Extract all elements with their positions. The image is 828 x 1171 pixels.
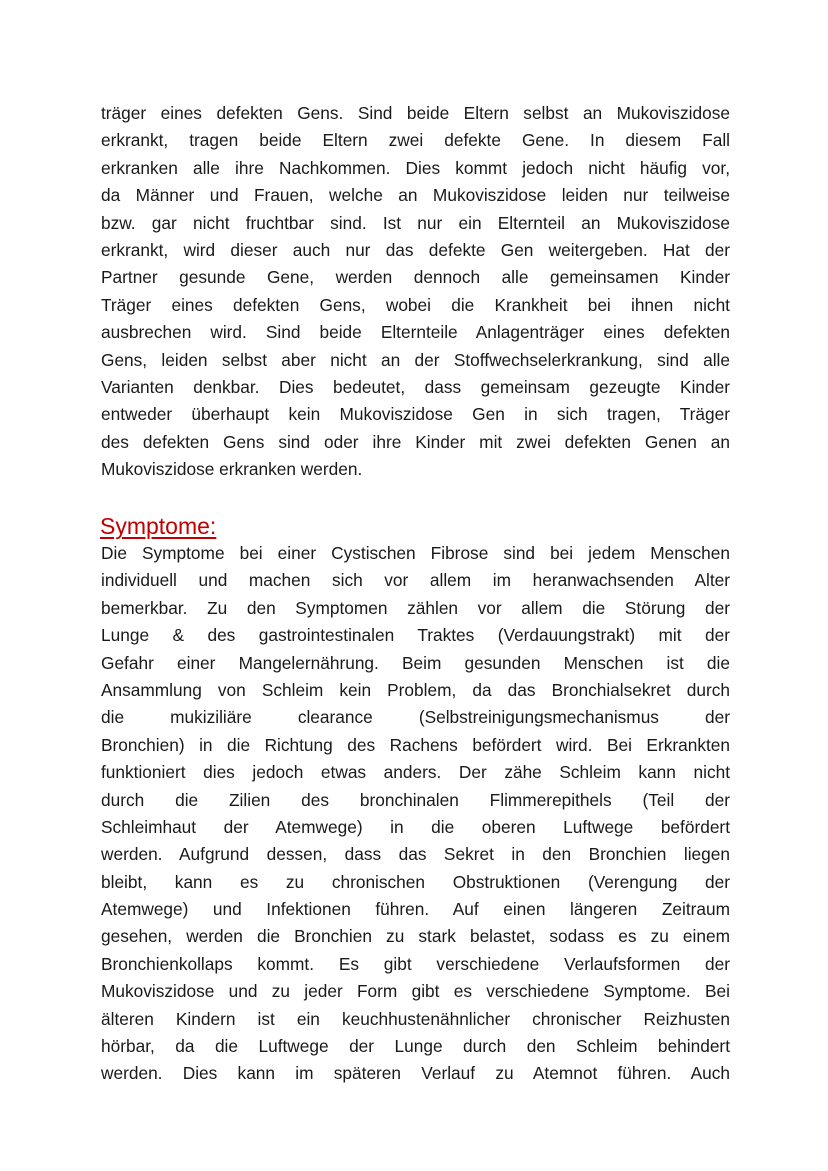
text-line: die mukiziliäre clearance (Selbstreinigungsmechanismus der [101,707,730,728]
text-line: individuell und machen sich vor allem im heranwachsenden Alter [101,570,730,591]
text-line: Träger eines defekten Gens, wobei die Krankheit bei ihnen nicht [101,294,730,315]
text-line: werden. Aufgrund dessen, dass das Sekret in den Bronchien liegen [101,844,730,865]
text-line: Die Symptome bei einer Cystischen Fibrose sind bei jedem Menschen [101,543,730,563]
text-line: bleibt, kann es zu chronischen Obstruktionen (Verengung der [101,871,730,892]
text-line: Mukoviszidose erkranken werden. [101,459,363,480]
text-line: Ansammlung von Schleim kein Problem, da das Bronchialsekret durch [101,679,730,700]
text-line: erkranken alle ihre Nachkommen. Dies kommt jedoch nicht häufig vor, [101,157,730,178]
text-line: erkrankt, wird dieser auch nur das defekte Gen weitergeben. Hat der [101,239,730,260]
text-line: ausbrechen wird. Sind beide Elternteile Anlagenträger eines defekten [101,322,730,343]
text-line: werden. Dies kann im späteren Verlauf zu Atemnot führen. Auch [101,1063,730,1084]
text-line: Mukoviszidose und zu jeder Form gibt es verschiedene Symptome. Bei [101,981,730,1002]
text-line: Schleimhaut der Atemwege) in die oberen Luftwege befördert [101,816,730,837]
text-line: des defekten Gens sind oder ihre Kinder mit zwei defekten Genen an [101,431,730,452]
text-line: Partner gesunde Gene, werden dennoch alle gemeinsamen Kinder [101,267,730,288]
text-line: älteren Kindern ist ein keuchhustenähnlicher chronischer Reizhusten [101,1008,730,1029]
section-heading-symptome: Symptome: [100,513,217,539]
text-line: bemerkbar. Zu den Symptomen zählen vor allem die Störung der [101,597,730,618]
text-line: Bronchienkollaps kommt. Es gibt verschiedene Verlaufsformen der [101,953,730,974]
text-line: bzw. gar nicht fruchtbar sind. Ist nur ein Elternteil an Mukoviszidose [101,212,730,233]
paragraph-symptoms [101,540,730,1088]
paragraph-inheritance [101,100,730,483]
text-line: Varianten denkbar. Dies bedeutet, dass gemeinsam gezeugte Kinder [101,376,730,397]
text-line: durch die Zilien des bronchinalen Flimmerepithels (Teil der [101,789,730,810]
text-line: Gens, leiden selbst aber nicht an der Stoffwechselerkrankung, sind alle [101,349,730,370]
text-line: entweder überhaupt kein Mukoviszidose Gen in sich tragen, Träger [101,404,730,425]
text-line: erkrankt, tragen beide Eltern zwei defekte Gene. In diesem Fall [101,130,730,151]
text-line: Atemwege) und Infektionen führen. Auf einen längeren Zeitraum [101,899,730,920]
text-line: Gefahr einer Mangelernährung. Beim gesunden Menschen ist die [101,652,730,673]
text-line: gesehen, werden die Bronchien zu stark belastet, sodass es zu einem [101,926,730,947]
text-line: träger eines defekten Gens. Sind beide Eltern selbst an Mukoviszidose [101,103,730,123]
text-line: Lunge & des gastrointestinalen Traktes (Verdauungstrakt) mit der [101,625,730,646]
text-line: hörbar, da die Luftwege der Lunge durch den Schleim behindert [101,1036,730,1057]
text-line: funktioniert dies jedoch etwas anders. Der zähe Schleim kann nicht [101,762,730,783]
text-line: Bronchien) in die Richtung des Rachens befördert wird. Bei Erkrankten [101,734,730,755]
text-line: da Männer und Frauen, welche an Mukoviszidose leiden nur teilweise [101,185,730,206]
